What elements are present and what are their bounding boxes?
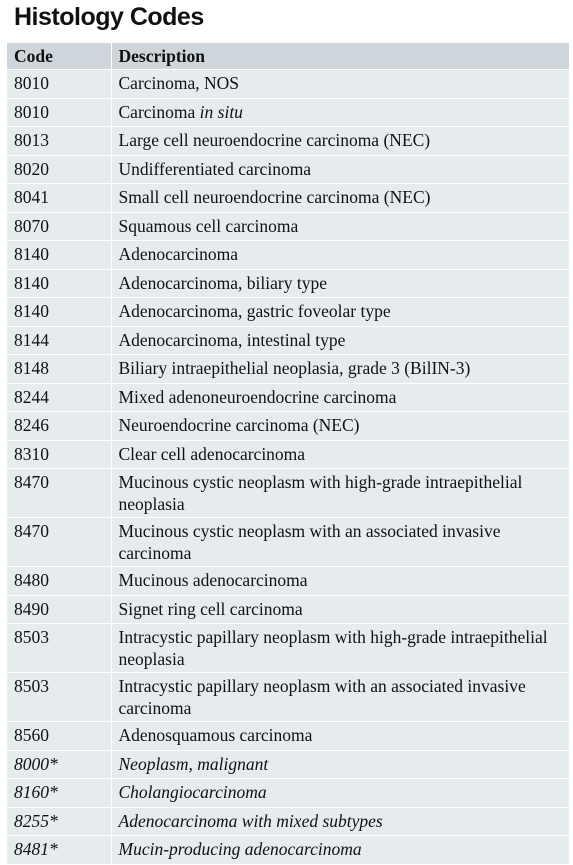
description-cell: Cholangiocarcinoma <box>111 779 569 808</box>
table-row <box>7 212 569 241</box>
table-row <box>7 70 569 99</box>
description-italic-text: in situ <box>199 101 243 122</box>
code-cell: 8480 <box>7 567 111 596</box>
description-cell: Adenocarcinoma <box>111 241 569 270</box>
table-row <box>7 127 569 156</box>
table-row <box>7 412 569 441</box>
description-text: Carcinoma <box>118 101 200 122</box>
code-cell: 8490 <box>7 595 111 624</box>
code-cell: 8481* <box>7 836 111 865</box>
description-cell: Mixed adenoneuroendocrine carcinoma <box>111 383 569 412</box>
table-row <box>7 184 569 213</box>
description-cell: Large cell neuroendocrine carcinoma (NEC) <box>111 127 569 156</box>
description-cell: Signet ring cell carcinoma <box>111 595 569 624</box>
code-cell: 8010 <box>7 98 111 127</box>
table-header-row <box>7 43 569 70</box>
description-cell: Neoplasm, malignant <box>111 750 569 779</box>
description-cell: Biliary intraepithelial neoplasia, grade 3 (BilIN-3) <box>111 355 569 384</box>
column-header-code: Code <box>7 43 111 70</box>
table-row <box>7 241 569 270</box>
table-row <box>7 567 569 596</box>
description-cell: Mucin-producing adenocarcinoma <box>111 836 569 865</box>
description-cell: Adenocarcinoma, intestinal type <box>111 326 569 355</box>
description-cell: Small cell neuroendocrine carcinoma (NEC) <box>111 184 569 213</box>
table-row <box>7 722 569 751</box>
code-cell: 8148 <box>7 355 111 384</box>
table-row <box>7 469 569 518</box>
table-row <box>7 355 569 384</box>
table-row <box>7 518 569 567</box>
column-header-description: Description <box>111 43 569 70</box>
description-cell: Mucinous cystic neoplasm with high-grade intraepithelial neoplasia <box>111 469 569 518</box>
code-cell: 8010 <box>7 70 111 99</box>
code-cell: 8470 <box>7 469 111 518</box>
description-cell: Mucinous adenocarcinoma <box>111 567 569 596</box>
table-row <box>7 807 569 836</box>
code-cell: 8470 <box>7 518 111 567</box>
code-cell: 8070 <box>7 212 111 241</box>
description-cell: Neuroendocrine carcinoma (NEC) <box>111 412 569 441</box>
code-cell: 8244 <box>7 383 111 412</box>
code-cell: 8013 <box>7 127 111 156</box>
code-cell: 8160* <box>7 779 111 808</box>
table-row <box>7 779 569 808</box>
description-cell: Adenocarcinoma, biliary type <box>111 269 569 298</box>
code-cell: 8000* <box>7 750 111 779</box>
table-row <box>7 440 569 469</box>
table-row <box>7 326 569 355</box>
code-cell: 8503 <box>7 624 111 673</box>
code-cell: 8140 <box>7 298 111 327</box>
code-cell: 8246 <box>7 412 111 441</box>
table-row <box>7 595 569 624</box>
description-cell: Intracystic papillary neoplasm with an associated invasive carcinoma <box>111 673 569 722</box>
code-cell: 8310 <box>7 440 111 469</box>
description-cell: Adenosquamous carcinoma <box>111 722 569 751</box>
histology-codes-table <box>7 42 569 865</box>
table-row <box>7 269 569 298</box>
description-cell: Intracystic papillary neoplasm with high-grade intraepithelial neoplasia <box>111 624 569 673</box>
table-row <box>7 298 569 327</box>
code-cell: 8020 <box>7 155 111 184</box>
code-cell: 8041 <box>7 184 111 213</box>
code-cell: 8560 <box>7 722 111 751</box>
table-row <box>7 383 569 412</box>
page-title: Histology Codes <box>14 3 204 31</box>
table-row <box>7 155 569 184</box>
table-row <box>7 673 569 722</box>
description-cell: Clear cell adenocarcinoma <box>111 440 569 469</box>
description-cell: Carcinoma, NOS <box>111 70 569 99</box>
table-row <box>7 624 569 673</box>
table-row <box>7 98 569 127</box>
table-row <box>7 750 569 779</box>
description-cell: Mucinous cystic neoplasm with an associated invasive carcinoma <box>111 518 569 567</box>
description-cell: Adenocarcinoma with mixed subtypes <box>111 807 569 836</box>
description-cell: Undifferentiated carcinoma <box>111 155 569 184</box>
description-cell: Squamous cell carcinoma <box>111 212 569 241</box>
description-cell <box>111 98 569 127</box>
code-cell: 8140 <box>7 241 111 270</box>
code-cell: 8503 <box>7 673 111 722</box>
code-cell: 8140 <box>7 269 111 298</box>
code-cell: 8255* <box>7 807 111 836</box>
code-cell: 8144 <box>7 326 111 355</box>
description-cell: Adenocarcinoma, gastric foveolar type <box>111 298 569 327</box>
